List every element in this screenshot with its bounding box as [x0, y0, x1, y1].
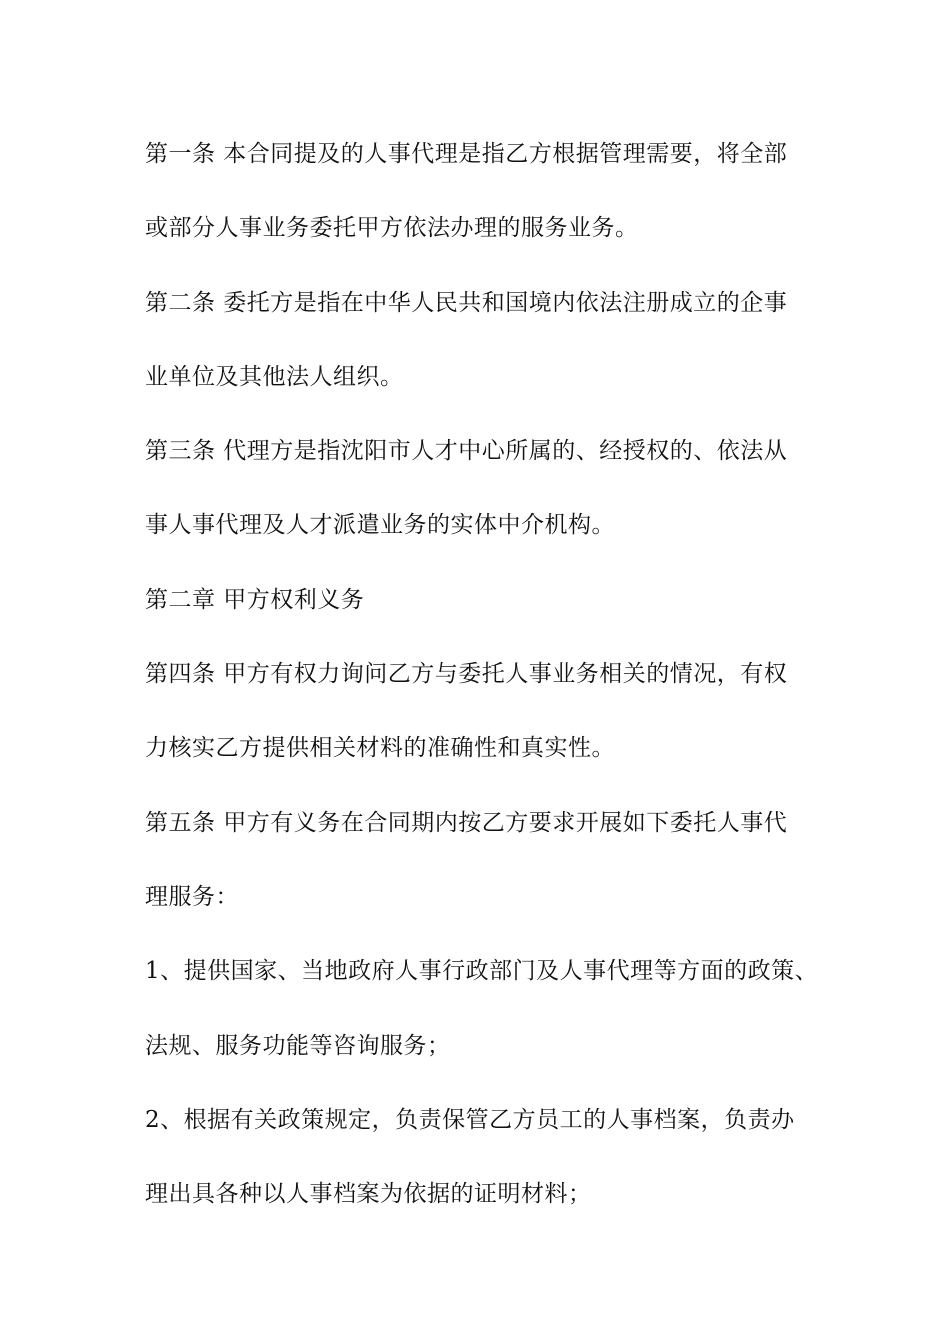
article-5-line-1: 第五条 甲方有义务在合同期内按乙方要求开展如下委托人事代 — [145, 809, 788, 836]
item-1-line-1: 1、提供国家、当地政府人事行政部门及人事代理等方面的政策、 — [145, 958, 819, 985]
article-1-line-2: 或部分人事业务委托甲方依法办理的服务业务。 — [145, 215, 639, 242]
article-1-line-1: 第一条 本合同提及的人事代理是指乙方根据管理需要，将全部 — [145, 141, 788, 167]
article-3-line-1: 第三条 代理方是指沈阳市人才中心所属的、经授权的、依法从 — [145, 438, 788, 465]
document-body — [145, 126, 845, 1240]
article-3-line-2: 事人事代理及人才派遣业务的实体中介机构。 — [145, 512, 615, 539]
item-2-line-2: 理出具各种以人事档案为依据的证明材料； — [145, 1181, 592, 1208]
article-5-line-2: 理服务： — [145, 883, 239, 910]
chapter-2-heading: 第二章 甲方权利义务 — [145, 586, 365, 613]
article-4-line-1: 第四条 甲方有权力询问乙方与委托人事业务相关的情况，有权 — [145, 661, 788, 688]
item-1-line-2: 法规、服务功能等咨询服务； — [145, 1032, 451, 1059]
article-2-line-2: 业单位及其他法人组织。 — [145, 363, 404, 390]
article-2-line-1: 第二条 委托方是指在中华人民共和国境内依法注册成立的企事 — [145, 289, 788, 316]
item-2-line-1: 2、根据有关政策规定，负责保管乙方员工的人事档案，负责办 — [145, 1106, 795, 1133]
article-4-line-2: 力核实乙方提供相关材料的准确性和真实性。 — [145, 735, 615, 762]
